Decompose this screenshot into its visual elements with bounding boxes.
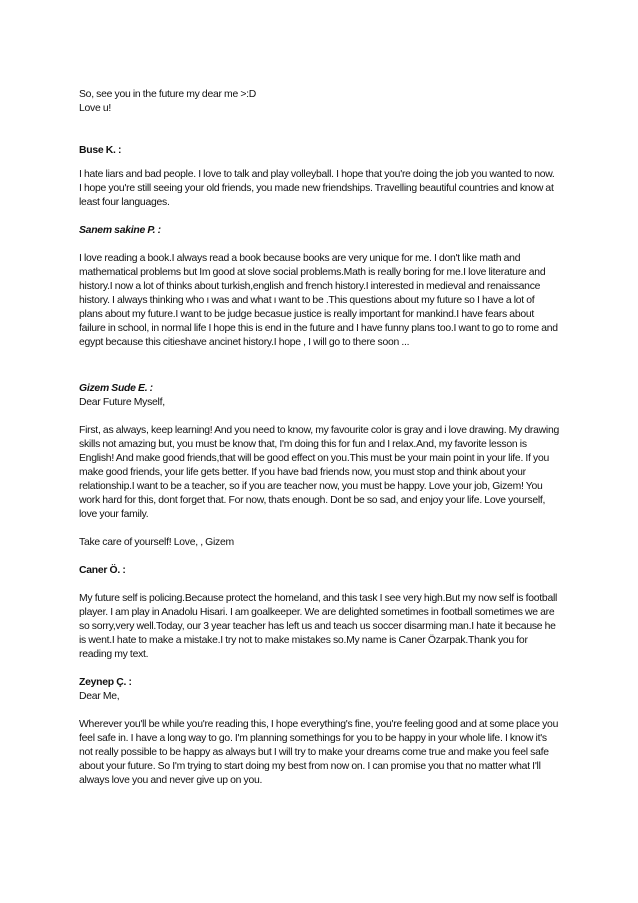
- document-page: [79, 88, 559, 788]
- entry-author-gizem: Gizem Sude E. :: [79, 383, 153, 394]
- entry-body-caner: My future self is policing.Because protect the homeland, and this task I see very high.But my now self is football player. I am play in Anadolu Hisari. I am goalkeeper. We are delighted sometimes in football sometimes we are so sorry,very well.Today, our 3 year teacher has left us and teach us soccer disarming man.I hate it because he is went.I hate to make a mistake.I try not to make mistakes so.My name is Caner Özarpak.Thank you for reading my text.: [79, 593, 558, 660]
- entry-body-buse: I hate liars and bad people. I love to talk and play volleyball. I hope that you're doing the job you wanted to now. I hope you're still seeing your old friends, you made new friendships. Travelling beautiful countries and know at least four languages.: [79, 169, 555, 208]
- entry-greeting-zeynep: Dear Me,: [79, 691, 120, 702]
- entry-greeting-gizem: Dear Future Myself,: [79, 397, 165, 408]
- entry-author-caner: Caner Ö. :: [79, 565, 126, 576]
- entry-author-buse: Buse K. :: [79, 145, 122, 156]
- intro-line: So, see you in the future my dear me >:D: [79, 89, 257, 100]
- entry-body-zeynep: Wherever you'll be while you're reading this, I hope everything's fine, you're feeling good and at some place you feel safe in. I have a long way to go. I'm planning somethings for you to be happy in your whole life. I know it's not really possible to be happy as always but I will try to make your dreams come true and make you feel safe about your future. So I'm trying to start doing my best from now on. I can promise you that no matter what I'll always love you and never give up on you.: [79, 719, 559, 786]
- entry-closing-gizem: Take care of yourself! Love, , Gizem: [79, 537, 234, 548]
- entry-body-gizem: First, as always, keep learning! And you need to know, my favourite color is gray and i love drawing. My drawing skills not amazing but, you must be know that, I'm doing this for fun and I relax.And, my favorite lesson is English! And make good friends,that will be good effect on you.This must be your main point in your life. If you make good friends, your life gets better. If you have bad friends now, you must stop and think about your relationship.I want to be a teacher, so if you are teacher now, you must be happy. Love your job, Gizem! You work hard for this, dont forget that. For now, thats enough. Dont be so sad, and enjoy your life. Love yourself, love your family.: [79, 425, 560, 520]
- entry-author-sanem: Sanem sakine P. :: [79, 225, 161, 236]
- intro-signoff: Love u!: [79, 103, 112, 114]
- entry-body-sanem: I love reading a book.I always read a book because books are very unique for me. I don't like math and mathematical problems but Im good at slove social problems.Math is really boring for me.I love literature and history.I now a lot of thinks about turkish,english and french history.I interested in medieval and renaissance history. I always thinking who ı was and what ı want to be .This questions about my future so I have a lot of plans about my future.I want to be judge becasue justice is really important for mankind.I have fears about failure in school, in normal life I hope this is end in the future and I have funny plans too.I want to go to rome and egypt because this citieshave ancinet history.I hope , I will go to there soon ...: [79, 253, 558, 348]
- entry-author-zeynep: Zeynep Ç. :: [79, 677, 132, 688]
